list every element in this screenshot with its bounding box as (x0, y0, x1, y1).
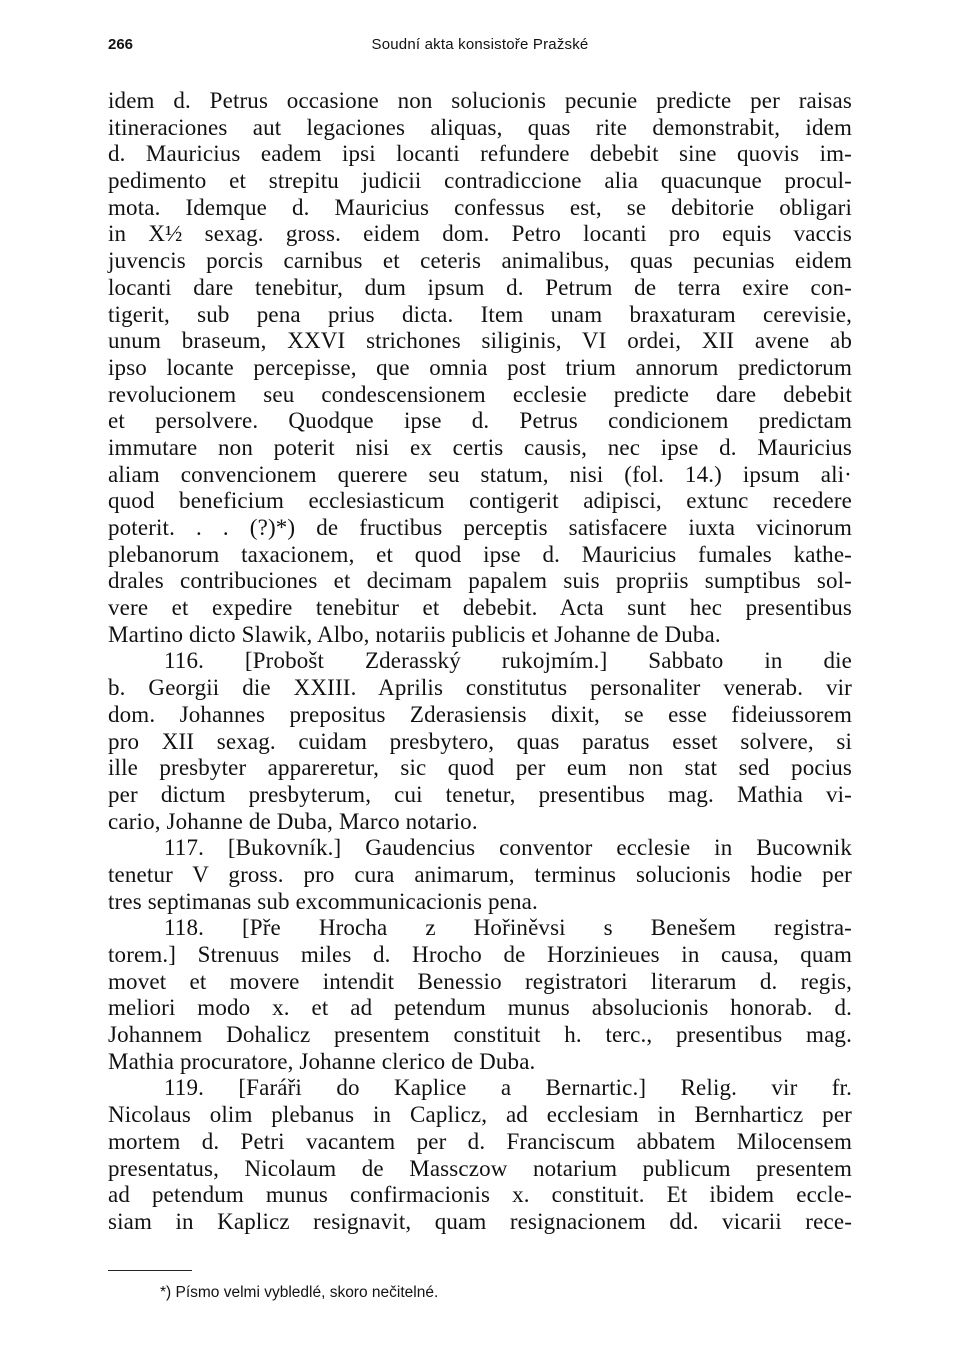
text-line: cario, Johanne de Duba, Marco notario. (108, 808, 478, 834)
text-line: Martino dicto Slawik, Albo, notariis publicis et Johanne de Duba. (108, 621, 721, 647)
footnote: *) Písmo velmi vybledlé, skoro nečitelné. (160, 1284, 439, 1301)
text-line: aliam convencionem querere seu statum, nisi (fol. 14.) ipsum ali· (108, 461, 852, 487)
text-line: d. Mauricius eadem ipsi locanti refundere debebit sine quovis im- (108, 141, 852, 167)
text-line: Nicolaus olim plebanus in Caplicz, ad ecclesiam in Bernharticz per (108, 1102, 852, 1128)
text-line: mota. Idemque d. Mauricius confessus est, se debitorie obligari (108, 194, 852, 220)
text-line: in X½ sexag. gross. eidem dom. Petro locanti pro equis vaccis (108, 221, 852, 247)
text-line: b. Georgii die XXIII. Aprilis constitutus personaliter venerab. vir (108, 675, 852, 701)
text-line: per dictum presbyterum, cui tenetur, presentibus mag. Mathia vi- (108, 781, 852, 807)
text-line: idem d. Petrus occasione non solucionis pecunie predicte per raisas (108, 88, 852, 113)
text-line: tenetur V gross. pro cura animarum, terminus solucionis hodie per (108, 861, 852, 887)
text-line: Johannem Dohalicz presentem constituit h. terc., presentibus mag. (108, 1022, 852, 1048)
text-line: meliori modo x. et ad petendum munus absolucionis honorab. d. (108, 995, 852, 1021)
text-line: torem.] Strenuus miles d. Hrocho de Horzinieues in causa, quam (108, 942, 852, 967)
text-line: pro XII sexag. cuidam presbytero, quas paratus esset solvere, si (108, 728, 852, 754)
text-line: siam in Kaplicz resignavit, quam resignacionem dd. vicarii rece- (108, 1208, 852, 1234)
body-text (108, 88, 852, 1236)
footnote-divider (108, 1270, 192, 1271)
text-line: unum braseum, XXVI strichones siliginis, VI ordei, XII avene ab (108, 328, 852, 354)
text-line: Mathia procuratore, Johanne clerico de Duba. (108, 1048, 536, 1074)
text-line: presentatus, Nicolaum de Massczow notarium publicum presentem (108, 1155, 852, 1181)
text-line: immutare non poterit nisi ex certis causis, nec ipse d. Mauricius (108, 434, 852, 460)
entry-heading-116: 116. [Probošt Zderasský rukojmím.] Sabbato in die (164, 648, 852, 674)
running-title: Soudní akta konsistoře Pražské (371, 36, 589, 53)
text-line: et persolvere. Quodque ipse d. Petrus condicionem predictam (108, 408, 852, 434)
page-number: 266 (108, 36, 134, 53)
text-line: movet et movere intendit Benessio registratori literarum d. regis, (108, 968, 852, 994)
text-line: pedimento et strepitu judicii contradiccione alia quacunque procul- (108, 168, 852, 194)
text-line: mortem d. Petri vacantem per d. Franciscum abbatem Milocensem (108, 1128, 852, 1154)
text-line: quod beneficium ecclesiasticum contigerit adipisci, extunc recedere (108, 488, 852, 514)
text-line: dom. Johannes prepositus Zderasiensis dixit, se esse fideiussorem (108, 701, 852, 727)
page-header (108, 36, 852, 60)
text-line: ille presbyter appareretur, sic quod per eum non stat sed pocius (108, 755, 852, 781)
entry-heading-117: 117. [Bukovník.] Gaudencius conventor ecclesie in Bucownik (164, 835, 852, 861)
text-line: vere et expedire tenebitur et debebit. Acta sunt hec presentibus (108, 595, 852, 621)
text-line: tigerit, sub pena prius dicta. Item unam braxaturam cerevisie, (108, 301, 852, 327)
text-line: poterit. . . (?)*) de fructibus perceptis satisfacere iuxta vicinorum (108, 515, 852, 540)
text-line: juvencis porcis carnibus et ceteris animalibus, quas pecunias eidem (108, 248, 852, 274)
text-line: revolucionem seu condescensionem ecclesie predicte dare debebit (108, 381, 852, 407)
text-line: drales contribuciones et decimam papalem suis propriis sumptibus sol- (108, 568, 852, 594)
text-line: ipso locante percepisse, que omnia post trium annorum predictorum (108, 354, 852, 380)
entry-heading-119: 119. [Faráři do Kaplice a Bernartic.] Relig. vir fr. (164, 1075, 852, 1101)
text-line: plebanorum taxacionem, et quod ipse d. Mauricius fumales kathe- (108, 541, 852, 567)
text-line: itineraciones aut legaciones aliquas, quas rite demonstrabit, idem (108, 114, 852, 140)
entry-heading-118: 118. [Pře Hrocha z Hořiněvsi s Benešem registra- (164, 915, 852, 941)
text-line: ad petendum munus confirmacionis x. constituit. Et ibidem eccle- (108, 1182, 852, 1208)
text-line: locanti dare tenebitur, dum ipsum d. Petrum de terra exire con- (108, 274, 852, 300)
text-line: tres septimanas sub excommunicacionis pena. (108, 888, 538, 914)
